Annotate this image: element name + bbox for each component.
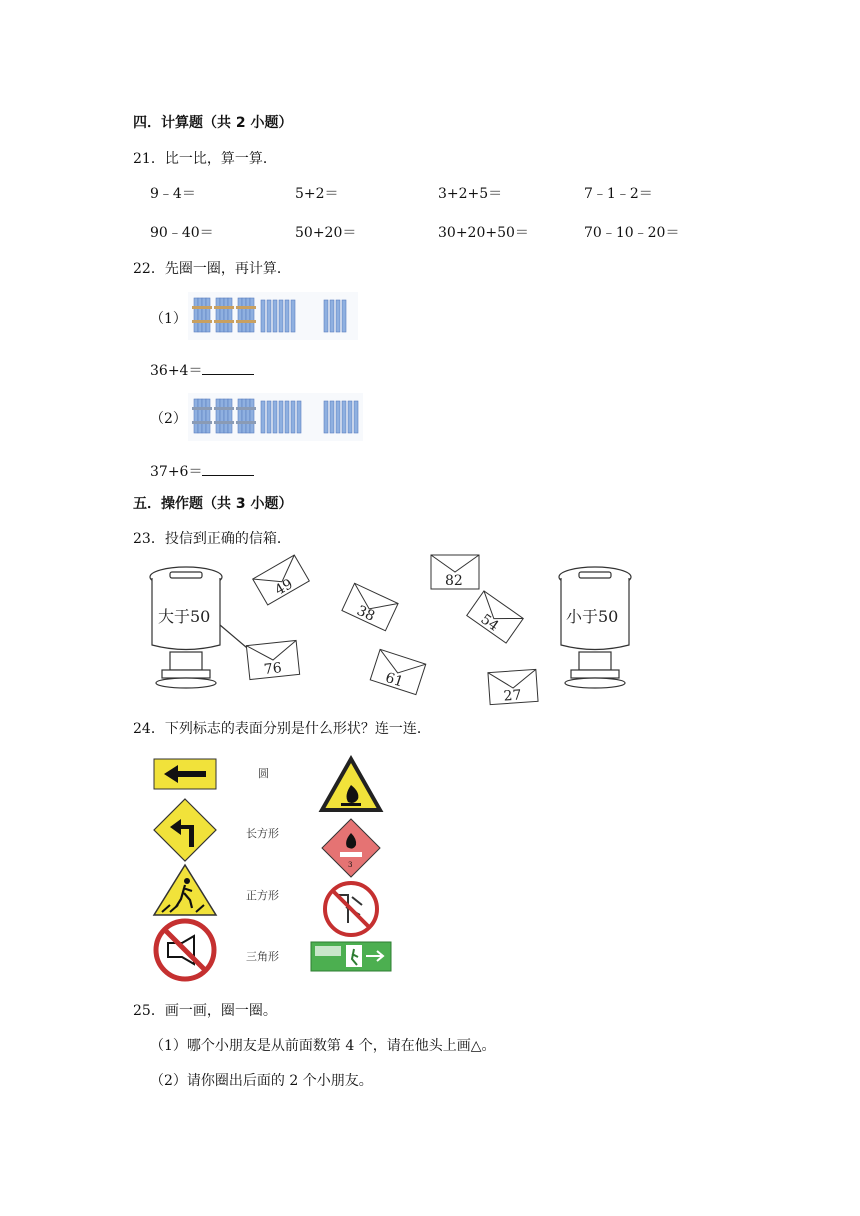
question-25-sub-2: （2）请你圈出后面的 2 个小朋友。: [150, 1073, 373, 1089]
stick-bundle-icon: [236, 399, 256, 433]
equation-21-3: 3+2+5＝: [438, 186, 503, 202]
stick-bundle-icon: [214, 298, 234, 332]
sticks-image-1: [188, 292, 358, 340]
question-24-prompt: 24．下列标志的表面分别是什么形状？连一连．: [133, 721, 431, 737]
mailbox-right-icon: [559, 567, 631, 688]
question-23-prompt: 23．投信到正确的信箱．: [133, 531, 291, 547]
equation-21-1: 9﹣4＝: [150, 186, 196, 202]
question-25-prompt: 25．画一画，圈一圈。: [133, 1003, 277, 1019]
svg-text:49: 49: [272, 576, 296, 599]
mailbox-letters-image: [148, 550, 638, 710]
no-honking-sign-icon[interactable]: [156, 921, 214, 979]
mailbox-left-label: 大于50: [158, 607, 211, 626]
envelope-38[interactable]: [341, 583, 398, 631]
equation-21-8: 70﹣10﹣20＝: [584, 225, 680, 241]
shape-label-square: 正方形: [246, 889, 279, 902]
fire-warning-sign-icon[interactable]: [322, 759, 380, 810]
equation-21-6: 50+20＝: [295, 225, 357, 241]
section-title-calculation: 四．计算题（共 2 小题）: [133, 115, 293, 131]
no-entry-prohibition-sign-icon[interactable]: [325, 883, 377, 935]
left-arrow-sign-icon[interactable]: [154, 759, 216, 789]
section-title-operation: 五．操作题（共 3 小题）: [133, 496, 293, 512]
envelope-49[interactable]: [253, 555, 310, 606]
signs-image: [148, 755, 398, 983]
shape-label-rectangle: 长方形: [246, 827, 279, 840]
svg-text:3: 3: [348, 861, 353, 869]
stick-bundle-icon: [192, 298, 212, 332]
shape-label-circle: 圆: [258, 767, 269, 780]
svg-text:82: 82: [445, 573, 463, 589]
question-25-sub-1: （1）哪个小朋友是从前面数第 4 个，请在他头上画△。: [150, 1038, 496, 1054]
equation-21-5: 90﹣40＝: [150, 225, 214, 241]
part-2-label: （2）: [150, 411, 187, 427]
turn-left-sign-icon[interactable]: [154, 799, 216, 861]
envelope-54[interactable]: [466, 591, 523, 644]
svg-text:27: 27: [503, 687, 522, 705]
stick-bundle-icon: [236, 298, 256, 332]
loose-sticks-icon: [261, 401, 301, 433]
envelope-27[interactable]: [488, 669, 538, 705]
svg-text:61: 61: [383, 669, 406, 691]
equation-21-7: 30+20+50＝: [438, 225, 529, 241]
svg-text:76: 76: [263, 660, 283, 678]
envelope-61[interactable]: [370, 649, 426, 695]
mailbox-left-icon: [150, 567, 222, 688]
emergency-exit-sign-icon[interactable]: [311, 942, 391, 971]
answer-blank[interactable]: [202, 463, 254, 476]
mailbox-right-label: 小于50: [566, 607, 619, 626]
flammable-hazard-sign-icon[interactable]: [322, 819, 380, 877]
stick-bundle-icon: [192, 399, 212, 433]
envelope-76[interactable]: [246, 640, 299, 679]
equation-21-2: 5+2＝: [295, 186, 339, 202]
sticks-image-2: [188, 393, 363, 441]
equation-21-4: 7﹣1﹣2＝: [584, 186, 653, 202]
equation-22-1: 36+4＝: [150, 360, 254, 380]
shape-label-triangle: 三角形: [246, 950, 279, 963]
svg-text:38: 38: [354, 602, 378, 625]
answer-blank[interactable]: [202, 362, 254, 375]
part-1-label: （1）: [150, 311, 187, 327]
envelope-82[interactable]: [431, 555, 479, 589]
svg-text:54: 54: [477, 611, 502, 635]
question-21-prompt: 21．比一比，算一算．: [133, 151, 277, 167]
stick-bundle-icon: [214, 399, 234, 433]
question-22-prompt: 22．先圈一圈，再计算．: [133, 261, 291, 277]
equation-22-2: 37+6＝: [150, 461, 254, 481]
pedestrian-crossing-sign-icon[interactable]: [154, 865, 216, 915]
